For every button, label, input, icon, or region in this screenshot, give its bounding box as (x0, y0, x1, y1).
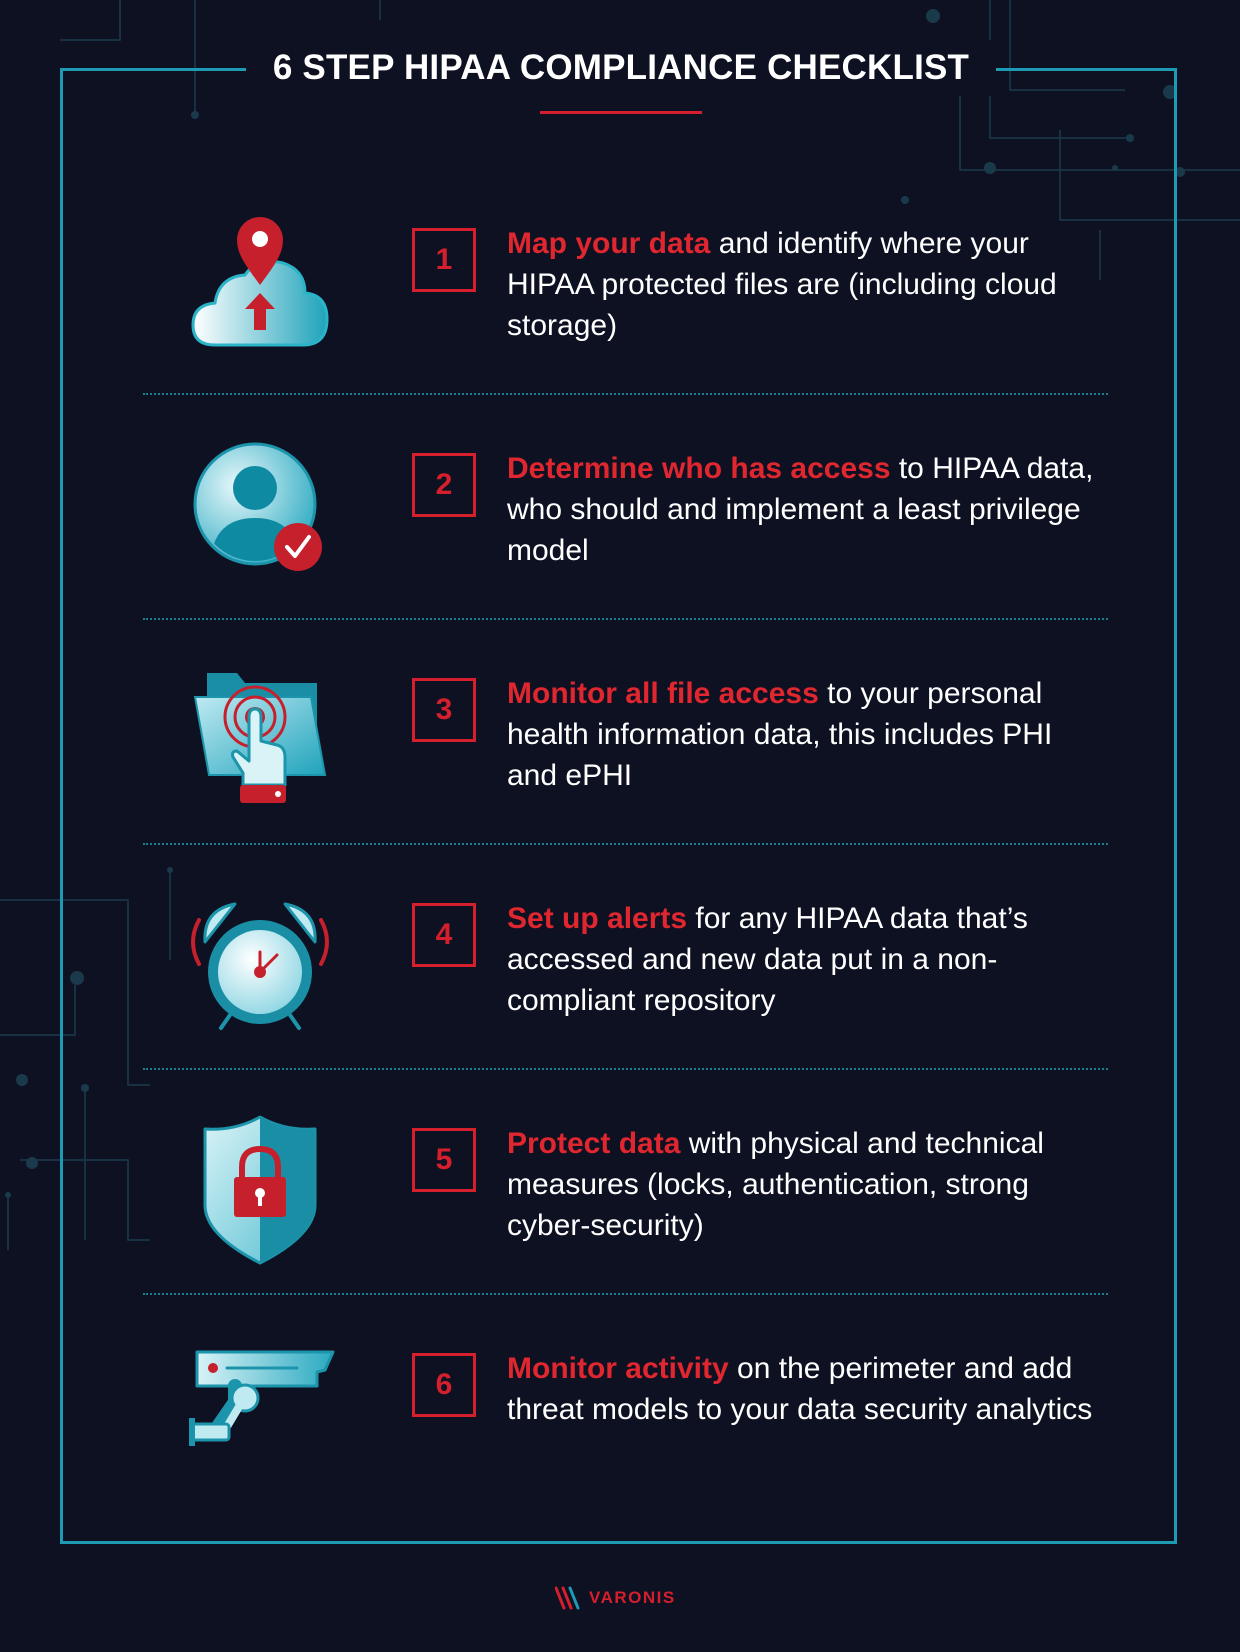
title-bar (246, 40, 996, 96)
shield-lock-icon (185, 1115, 335, 1265)
step-highlight: Monitor all file access (507, 677, 819, 710)
divider (143, 843, 1108, 845)
cloud-location-icon (185, 215, 335, 365)
title-underline (540, 111, 702, 114)
step-text: and identify where your HIPAA protected files are (including cloud storage) (507, 227, 1057, 342)
step-highlight: Protect data (507, 1127, 681, 1160)
page-title: 6 STEP HIPAA COMPLIANCE CHECKLIST (272, 48, 970, 87)
varonis-logo-icon (555, 1586, 585, 1610)
step-highlight: Monitor activity (507, 1352, 729, 1385)
step-highlight: Determine who has access (507, 452, 891, 485)
step-5 (140, 1115, 1110, 1315)
folder-touch-icon (185, 665, 335, 815)
step-description (507, 223, 1107, 346)
step-2 (140, 440, 1110, 640)
security-camera-icon (185, 1340, 335, 1490)
step-number-box: 5 (412, 1128, 476, 1192)
step-description (507, 673, 1107, 796)
step-number-box: 1 (412, 228, 476, 292)
step-description (507, 448, 1107, 571)
step-highlight: Map your data (507, 227, 711, 260)
divider (143, 618, 1108, 620)
step-1 (140, 215, 1110, 415)
step-text: to your personal health information data, this includes PHI and ePHI (507, 677, 1053, 792)
brand-name: VARONIS (589, 1588, 676, 1607)
step-number-box: 4 (412, 903, 476, 967)
step-text: on the perimeter and add threat models to your data security analytics (507, 1352, 1093, 1426)
divider (143, 393, 1108, 395)
step-text: for any HIPAA data that’s accessed and new data put in a non-compliant repository (507, 902, 1028, 1017)
step-description (507, 1348, 1107, 1430)
step-number-box: 2 (412, 453, 476, 517)
step-highlight: Set up alerts (507, 902, 688, 935)
varonis-brand (555, 1583, 695, 1613)
step-text: to HIPAA data, who should and implement a least privilege model (507, 452, 1094, 567)
divider (143, 1068, 1108, 1070)
step-number-box: 6 (412, 1353, 476, 1417)
step-text: with physical and technical measures (locks, authentication, strong cyber-security) (507, 1127, 1044, 1242)
step-6 (140, 1340, 1110, 1540)
step-description (507, 898, 1107, 1021)
step-3 (140, 665, 1110, 865)
step-4 (140, 890, 1110, 1090)
divider (143, 1293, 1108, 1295)
step-description (507, 1123, 1107, 1246)
alarm-clock-icon (185, 890, 335, 1040)
step-number-box: 3 (412, 678, 476, 742)
user-check-icon (185, 440, 335, 590)
